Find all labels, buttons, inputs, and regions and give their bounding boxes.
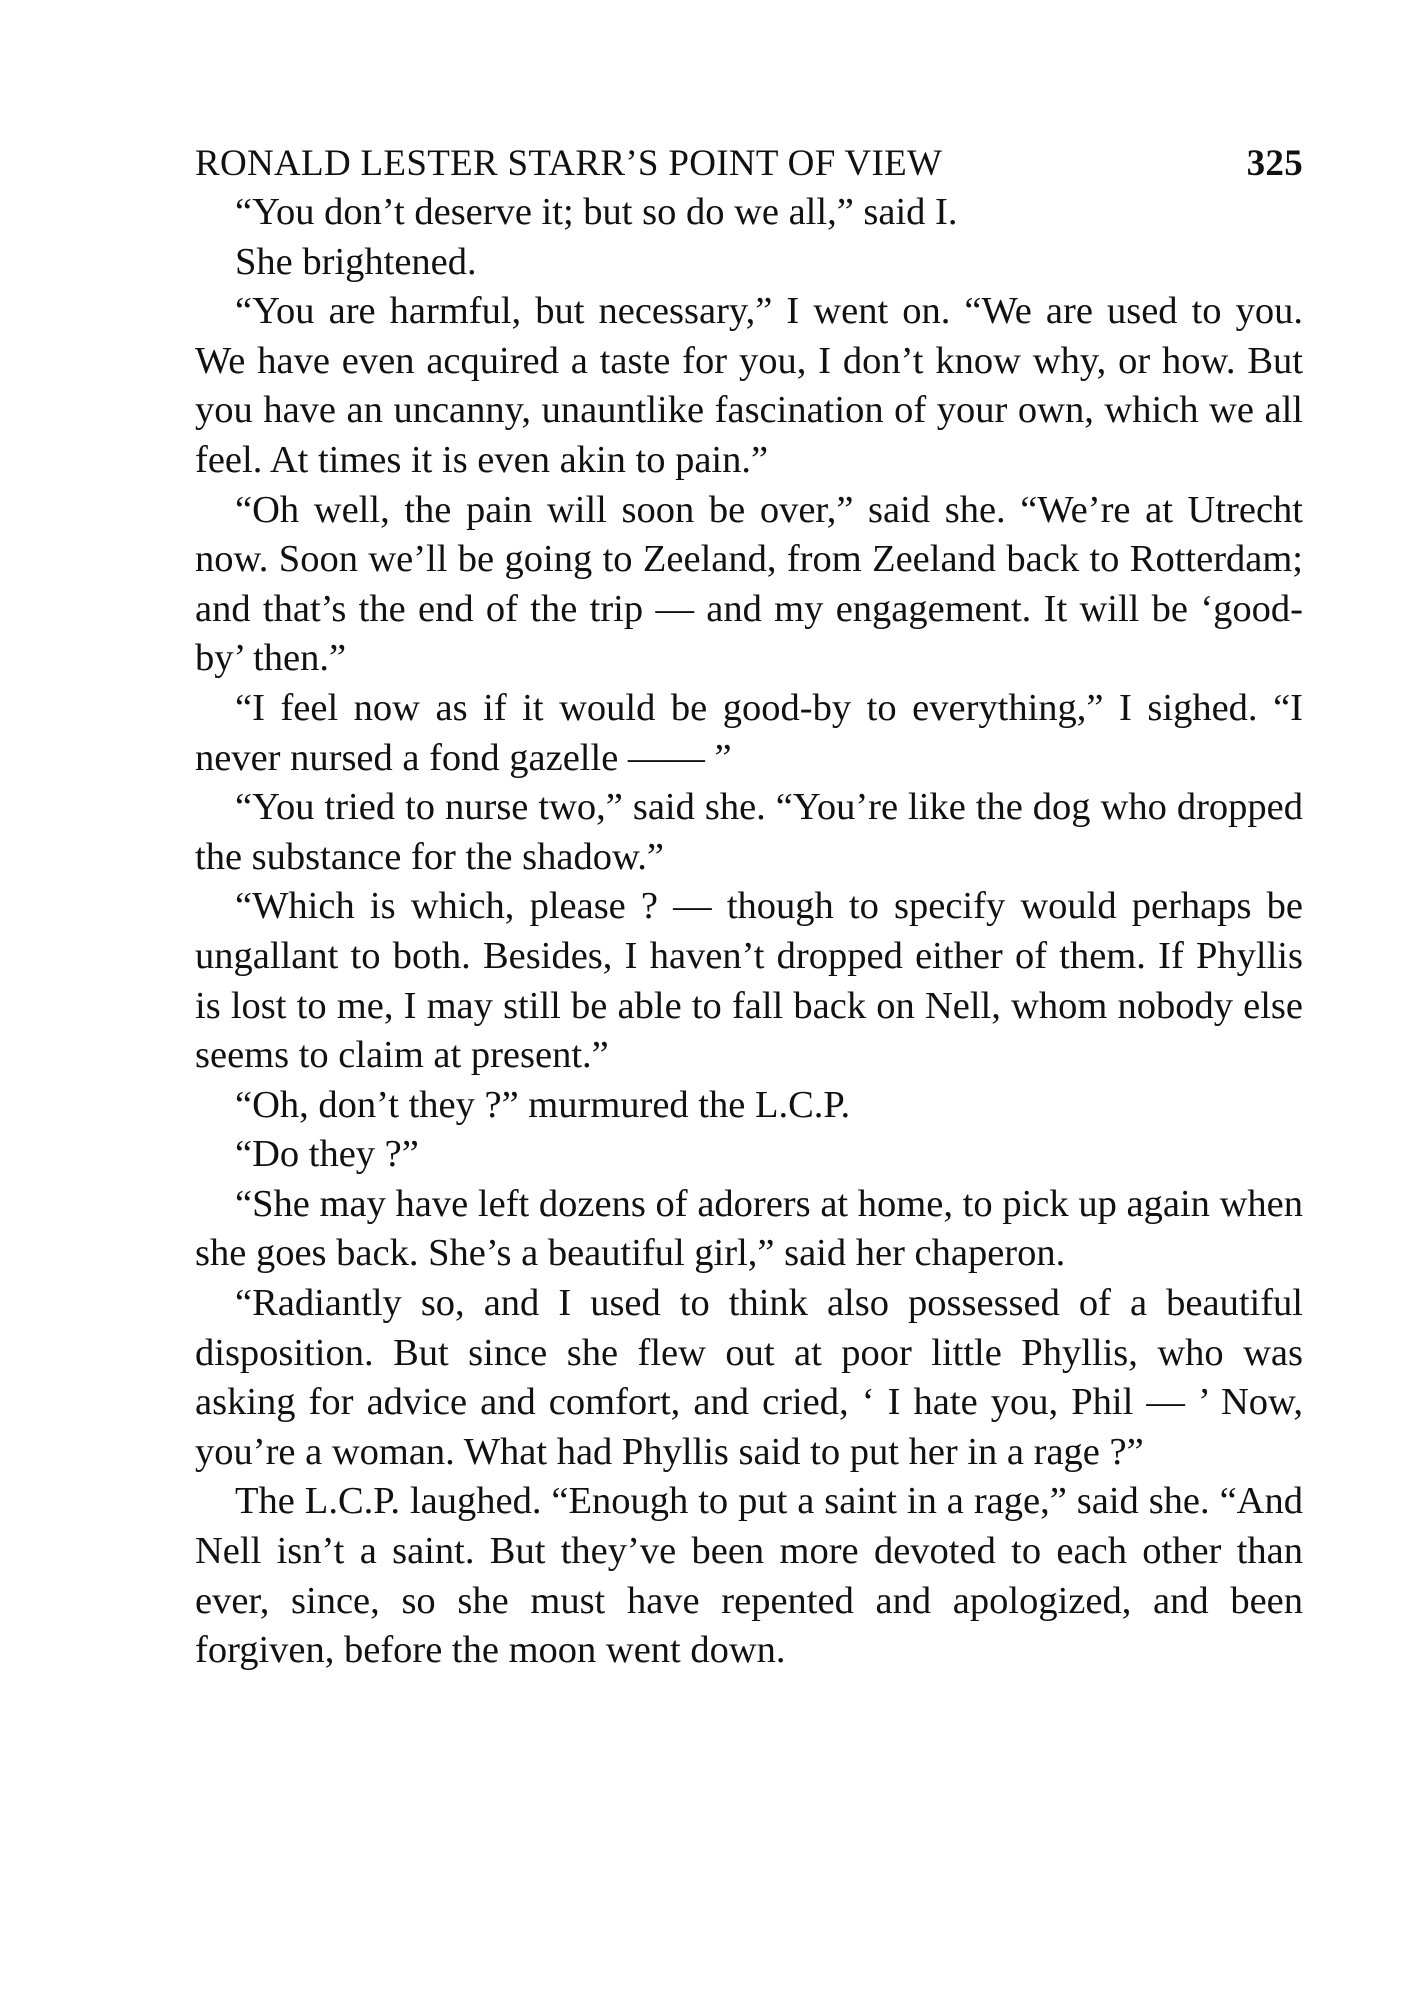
paragraph: “You are harmful, but necessary,” I went on. “We are used to you. We have even acquired a taste for you, I don’t know why, or how. But you have an uncanny, unauntlike fascination of your own, which we all feel. At times it is even akin to pain.” bbox=[195, 290, 1303, 481]
paragraph: “You tried to nurse two,” said she. “You’re like the dog who dropped the substance for the shadow.” bbox=[195, 786, 1303, 878]
running-head bbox=[195, 140, 1303, 188]
paragraph: “Oh well, the pain will soon be over,” said she. “We’re at Utrecht now. Soon we’ll be going to Zeeland, from Zeeland back to Rotterdam; and that’s the end of the trip — and my engagement. It will be ‘good-by’ then.” bbox=[195, 488, 1303, 680]
paragraph: “Radiantly so, and I used to think also possessed of a beautiful disposition. But since she flew out at poor little Phyllis, who was asking for advice and comfort, and cried, ‘ I hate you, Phil — ’ Now, you’re a woman. What had Phyllis said to put her in a rage ?” bbox=[195, 1282, 1303, 1473]
paragraph: “Do they ?” bbox=[235, 1133, 419, 1176]
paragraph: “I feel now as if it would be good-by to everything,” I sighed. “I never nursed a fond gazelle —— ” bbox=[195, 686, 1303, 779]
running-title: RONALD LESTER STARR’S POINT OF VIEW bbox=[195, 143, 943, 184]
paragraph: The L.C.P. laughed. “Enough to put a saint in a rage,” said she. “And Nell isn’t a saint. But they’ve been more devoted to each other than ever, since, so she must have repented and apologized, and been forgiven, before the moon went down. bbox=[195, 1480, 1303, 1672]
paragraph: “You don’t deserve it; but so do we all,” said I. bbox=[235, 191, 958, 233]
book-page bbox=[195, 140, 1303, 1676]
paragraph: “Which is which, please ? — though to specify would perhaps be ungallant to both. Besides, I haven’t dropped either of them. If Phyllis is lost to me, I may still be able to fall back on Nell, whom nobody else seems to claim at present.” bbox=[195, 885, 1303, 1077]
paragraph: “Oh, don’t they ?” murmured the L.C.P. bbox=[235, 1083, 851, 1126]
page-number: 325 bbox=[1246, 143, 1303, 184]
body-text bbox=[195, 188, 1303, 1676]
paragraph: She brightened. bbox=[235, 240, 477, 283]
paragraph: “She may have left dozens of adorers at home, to pick up again when she goes back. She’s a beautiful girl,” said her chaperon. bbox=[195, 1182, 1303, 1275]
